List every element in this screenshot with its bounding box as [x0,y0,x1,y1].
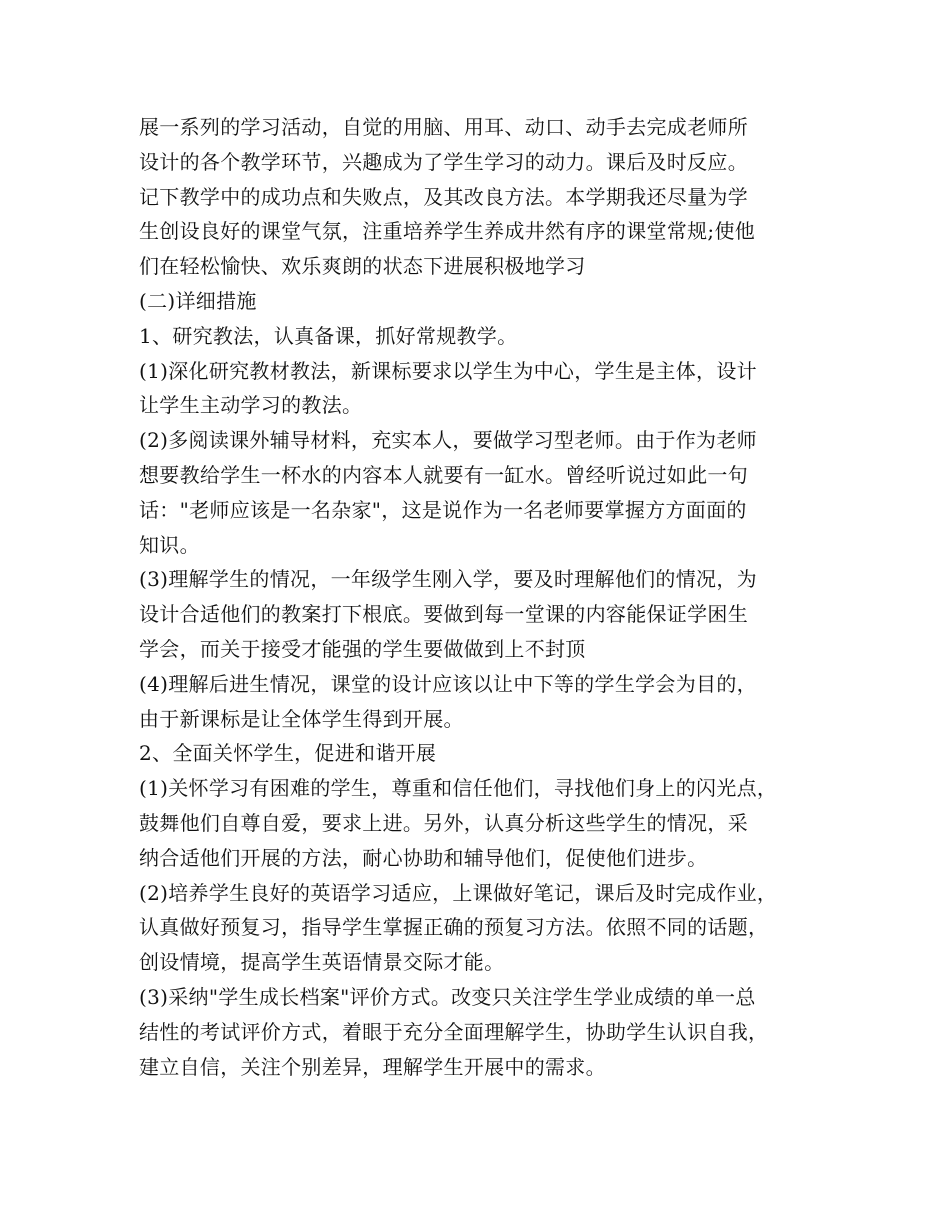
text-line: 话："老师应该是一名杂家"，这是说作为一名老师要掌握方方面面的 [139,497,747,522]
text-line: (4)理解后进生情况，课堂的设计应该以让中下等的学生学会为目的， [139,671,757,696]
text-line: 知识。 [139,532,200,557]
text-line: 建立自信，关注个别差异，理解学生开展中的需求。 [139,1054,606,1079]
text-line: (2)培养学生良好的英语学习适应，上课做好笔记，课后及时完成作业， [139,880,778,905]
text-line: (3)采纳"学生成长档案"评价方式。改变只关注学生学业成绩的单一总 [139,984,756,1009]
text-line: 们在轻松愉快、欢乐爽朗的状态下进展积极地学习 [139,254,586,279]
text-line: 认真做好预复习，指导学生掌握正确的预复习方法。依照不同的话题， [139,915,769,940]
text-line: 学会，而关于接受才能强的学生要做做到上不封顶 [139,636,586,661]
text-line: 生创设良好的课堂气氛，注重培养学生养成井然有序的课堂常规;使他 [139,219,756,244]
text-line: 鼓舞他们自尊自爱，要求上进。另外，认真分析这些学生的情况，采 [139,810,748,835]
text-line: 展一系列的学习活动，自觉的用脑、用耳、动口、动手去完成老师所 [139,115,748,139]
text-line: (3)理解学生的情况，一年级学生刚入学，要及时理解他们的情况，为 [139,567,757,592]
text-line: (1)关怀学习有困难的学生，尊重和信任他们，寻找他们身上的闪光点， [139,776,778,801]
subsection-heading: 2、全面关怀学生，促进和谐开展 [139,741,437,766]
text-line: 设计合适他们的教案打下根底。要做到每一堂课的内容能保证学困生 [139,602,748,627]
document-body [139,110,839,1084]
text-line: 想要教给学生一杯水的内容本人就要有一缸水。曾经听说过如此一句 [139,462,748,487]
section-heading: (二)详细措施 [139,288,257,313]
text-line: 纳合适他们开展的方法，耐心协助和辅导他们，促使他们进步。 [139,845,708,870]
text-line: 由于新课标是让全体学生得到开展。 [139,706,464,731]
text-line: (2)多阅读课外辅导材料，充实本人，要做学习型老师。由于作为老师 [139,428,757,453]
text-line: 记下教学中的成功点和失败点，及其改良方法。本学期我还尽量为学 [139,184,748,209]
text-line: 创设情境，提高学生英语情景交际才能。 [139,950,505,975]
text-line: 设计的各个教学环节，兴趣成为了学生学习的动力。课后及时反应。 [139,149,748,174]
text-line: 结性的考试评价方式，着眼于充分全面理解学生，协助学生认识自我， [139,1019,769,1044]
text-line: (1)深化研究教材教法，新课标要求以学生为中心，学生是主体，设计 [139,358,757,383]
text-line: 让学生主动学习的教法。 [139,393,363,418]
subsection-heading: 1、研究教法，认真备课，抓好常规教学。 [139,323,518,348]
